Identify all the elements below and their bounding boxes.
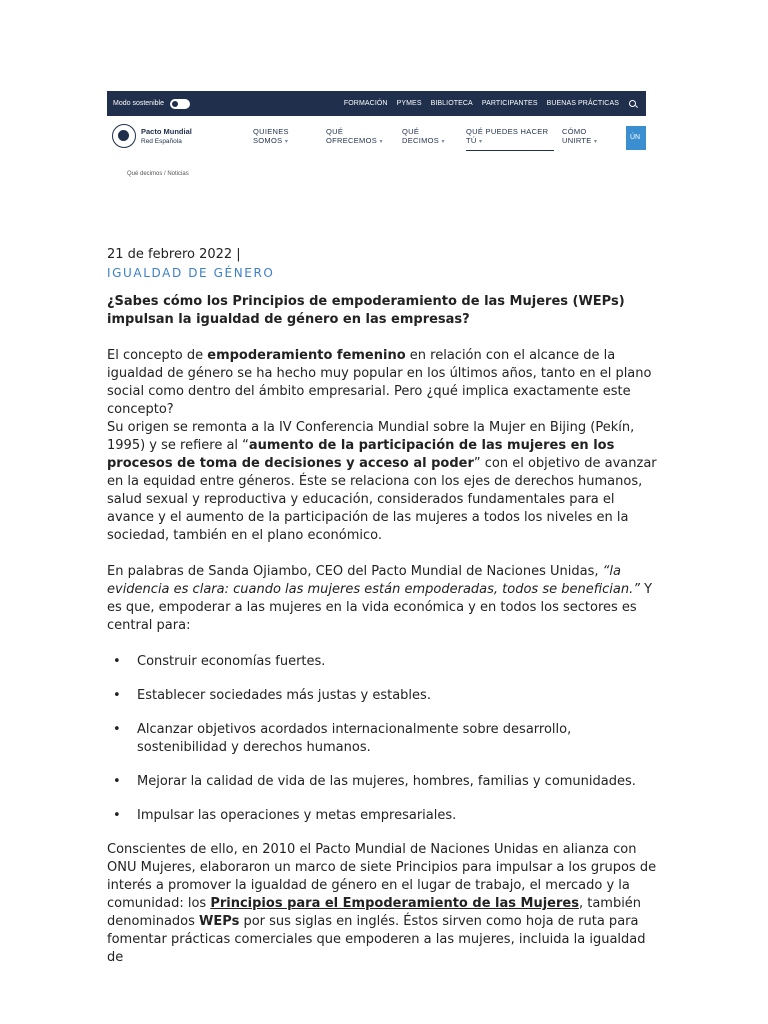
quote-text: “la evidencia es clara: cuando las mujeres están empoderadas, todos se benefician.” [107,564,640,597]
chevron-down-icon: ▾ [379,139,383,145]
text: Su origen se remonta a la IV Conferencia Mundial sobre la Mujer en Bijing (Pekín, 1995) y se refiere al “ [107,420,635,453]
text: , también denominados [107,896,642,929]
paragraph-1-2 [107,347,662,545]
nav-label-line1: CÓMO [562,127,587,136]
main-nav [107,116,646,166]
chevron-down-icon: ▾ [284,139,289,145]
list-item: • Construir economías fuertes. [107,653,662,671]
text: En palabras de Sanda Ojiambo, CEO del Pacto Mundial de Naciones Unidas, [107,564,603,579]
list-item: • Establecer sociedades más justas y estables. [107,687,662,705]
nav-que-decimos[interactable] [402,127,445,147]
nav-label-line2: OFRECEMOS [326,136,378,145]
breadcrumb[interactable]: Qué decimos / Noticias [127,171,189,177]
text: por sus siglas en inglés. Éstos sirven como hoja de ruta para fomentar prácticas comerciales que empoderen a las mujeres, incluida la igualdad de [107,914,646,965]
list-item: • Mejorar la calidad de vida de las mujeres, hombres, familias y comunidades. [107,773,662,791]
text: Conscientes de ello, en 2010 el Pacto Mundial de Naciones Unidas en alianza con ONU Mujeres, elaboraron un marco de siete Principios para impulsar a los grupos de interés a promover la igualdad de género en el lugar de trabajo, el mercado y la comunidad: los [107,842,657,911]
benefits-list [107,653,662,825]
nav-quienes-somos[interactable] [253,127,289,147]
article-category[interactable]: IGUALDAD DE GÉNERO [107,266,275,280]
weps-link[interactable]: Principios para el Empoderamiento de las Mujeres [210,896,579,911]
nav-label-line1: QUÉ [326,127,344,136]
text: en relación con el alcance de la igualdad de género se ha hecho muy popular en los últimos años, tanto en el plano social como dentro del ámbito empresarial. Pero ¿qué implica exactamente este concepto? [107,348,652,417]
eco-mode-toggle[interactable] [170,99,190,109]
nav-label-line1: QUIENES [253,127,289,136]
article-headline: ¿Sabes cómo los Principios de empoderamiento de las Mujeres (WEPs) impulsan la igualdad de género en las empresas? [107,294,625,327]
chevron-down-icon: ▾ [593,139,598,145]
bold-text: empoderamiento femenino [207,348,406,363]
nav-que-ofrecemos[interactable] [326,127,383,147]
chevron-down-icon: ▾ [441,139,445,145]
article-date: 21 de febrero 2022 | [107,247,241,262]
article [107,246,662,967]
top-link-biblioteca[interactable]: BIBLIOTECA [430,100,473,107]
paragraph-4 [107,841,662,967]
nav-label-line1: QUÉ PUEDES HACER [466,127,549,136]
logo-name: Pacto Mundial [141,126,192,136]
text: Y es que, empoderar a las mujeres en la vida económica y en todos los sectores es central para: [107,582,653,633]
nav-label-line1: QUÉ [402,127,420,136]
paragraph-2 [107,419,662,545]
text: El concepto de [107,348,208,363]
search-icon[interactable] [628,99,638,109]
top-links [344,99,638,109]
top-bar [107,91,646,116]
nav-como-unirte[interactable] [562,127,597,147]
list-item: • Impulsar las operaciones y metas empresariales. [107,807,662,825]
chevron-down-icon: ▾ [479,139,483,145]
top-link-pymes[interactable]: PYMES [396,100,422,107]
globe-logo-icon [112,124,136,148]
nav-que-puedes-hacer-tu[interactable] [466,127,554,151]
nav-label-line2: UNIRTE [562,136,592,145]
text: ” con el objetivo de avanzar en la equidad entre géneros. Éste se relaciona con los ejes de derechos humanos, salud sexual y reproductiva y educación, considerados fundamentales para el avance y el aumento de la participación de las mujeres a todos los niveles en la sociedad, también en el plano económico. [107,456,657,543]
join-button[interactable]: ÚN [626,126,646,150]
bold-text: WEPs [199,914,240,929]
eco-mode[interactable] [113,99,190,109]
bold-text: aumento de la participación de las mujeres en los procesos de toma de decisiones y acceso al poder [107,438,615,471]
paragraph-3 [107,563,662,635]
website-screenshot [107,91,646,203]
nav-label-line2: DECIMOS [402,136,440,145]
paragraph-1 [107,347,662,419]
list-item: • Alcanzar objetivos acordados internacionalmente sobre desarrollo, sostenibilidad y derechos humanos. [107,721,662,757]
logo-subtitle: Red Española [141,137,182,145]
nav-label-line2: SOMOS [253,136,283,145]
top-link-participantes[interactable]: PARTICIPANTES [481,100,538,107]
eco-mode-label: Modo sostenible [113,100,164,107]
logo[interactable] [112,124,192,148]
nav-label-line2: TÚ [466,136,477,145]
top-link-buenas-practicas[interactable]: BUENAS PRÁCTICAS [546,100,619,107]
top-link-formacion[interactable]: FORMACIÓN [343,100,388,107]
